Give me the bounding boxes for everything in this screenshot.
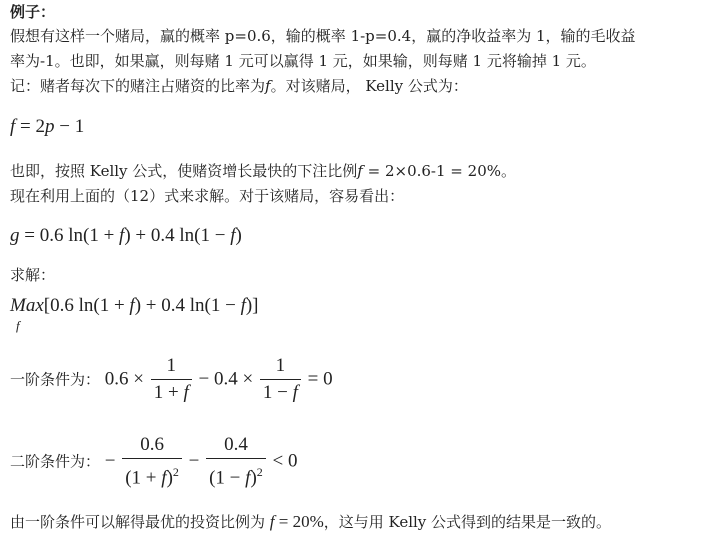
conclusion-line (10, 512, 611, 532)
second-order-fraction-2 (206, 434, 266, 489)
notation-text: 记：赌者每次下的赌注占赌资的比率为 (10, 77, 266, 95)
g-end: ) (235, 225, 242, 246)
first-order-coef1: 0.6 × (104, 368, 144, 390)
so-den2-post: ) (250, 467, 257, 489)
max-formula (10, 295, 259, 333)
first-order-label: 一阶条件为： (10, 370, 101, 389)
so-den2-exp: 2 (256, 465, 263, 479)
second-order-condition (10, 434, 297, 489)
conclusion-post: ，这与用 Kelly 公式得到的结果是一致的。 (323, 513, 612, 531)
max-operator (10, 295, 44, 333)
so-den1-post: ) (166, 467, 173, 489)
kelly-result-var: f (357, 162, 363, 180)
so-fraction-1-denominator (122, 459, 182, 489)
so-den2-var: f (245, 467, 251, 489)
second-order-minus: − (188, 450, 200, 472)
second-order-label: 二阶条件为： (10, 452, 101, 471)
fraction-2-numerator: 1 (260, 355, 301, 380)
g-f2: f (230, 225, 236, 246)
fraction-1-numerator: 1 (151, 355, 192, 380)
second-order-fraction-1 (122, 434, 182, 489)
g-f1: f (119, 225, 125, 246)
notation-variable: f (265, 77, 271, 95)
first-order-fraction-2 (260, 355, 301, 404)
max-body-end: )] (245, 295, 259, 316)
solve-intro-line: 现在利用上面的（12）式来求解。对于该赌局，容易看出： (10, 187, 405, 205)
kelly-result-line (10, 161, 516, 181)
g-mid: ) + 0.4 ln(1 − (124, 225, 231, 246)
first-order-fraction-1 (151, 355, 192, 404)
kelly-formula (10, 117, 84, 137)
notation-line (10, 76, 468, 96)
notation-tail: 。对该赌局， Kelly 公式为： (270, 77, 468, 95)
paragraph-line-1: 假想有这样一个赌局，赢的概率 p=0.6，输的概率 1-p=0.4，赢的净收益率为 1，输的毛收益 (10, 27, 636, 45)
kelly-rhs-pre: = 2 (15, 116, 45, 137)
so-den1-exp: 2 (172, 465, 179, 479)
max-f2: f (240, 295, 246, 316)
kelly-lhs: f (10, 116, 16, 137)
so-den1-pre: (1 + (125, 467, 162, 489)
den2-var: f (292, 382, 298, 403)
kelly-rhs-post: − 1 (54, 116, 85, 137)
second-order-neg: − (104, 450, 116, 472)
kelly-result-post: = 2×0.6-1 = 20%。 (362, 162, 516, 180)
den1-pre: 1 + (153, 382, 184, 403)
kelly-p: p (45, 116, 55, 137)
first-order-minus: − 0.4 × (198, 368, 254, 390)
max-body-mid: ) + 0.4 ln(1 − (134, 295, 241, 316)
so-den1-var: f (161, 467, 167, 489)
kelly-result-pre: 也即，按照 Kelly 公式，使赌资增长最快的下注比例 (10, 162, 358, 180)
so-fraction-1-numerator: 0.6 (122, 434, 182, 459)
so-den2-pre: (1 − (209, 467, 246, 489)
max-subscript: f (16, 318, 20, 333)
g-variable: g (10, 225, 20, 246)
conclusion-var: f (269, 512, 275, 531)
paragraph-line-2: 率为-1。也即，如果赢，则每赌 1 元可以赢得 1 元，如果输，则每赌 1 元将输掉 1 元。 (10, 52, 596, 70)
conclusion-val: = 20% (274, 512, 324, 531)
max-text: Max (10, 295, 44, 316)
second-order-lt: < 0 (272, 450, 298, 472)
den2-pre: 1 − (262, 382, 293, 403)
example-title: 例子： (10, 3, 56, 21)
fraction-1-denominator (151, 380, 192, 404)
first-order-eq: = 0 (307, 368, 333, 390)
g-eq: = 0.6 ln(1 + (19, 225, 120, 246)
g-formula (10, 226, 242, 246)
max-f1: f (129, 295, 135, 316)
first-order-condition (10, 355, 333, 404)
max-body-pre: [0.6 ln(1 + (43, 295, 130, 316)
so-fraction-2-denominator (206, 459, 266, 489)
conclusion-pre: 由一阶条件可以解得最优的投资比例为 (10, 513, 270, 531)
fraction-2-denominator (260, 380, 301, 404)
so-fraction-2-numerator: 0.4 (206, 434, 266, 459)
solve-label: 求解： (10, 266, 56, 284)
den1-var: f (183, 382, 189, 403)
